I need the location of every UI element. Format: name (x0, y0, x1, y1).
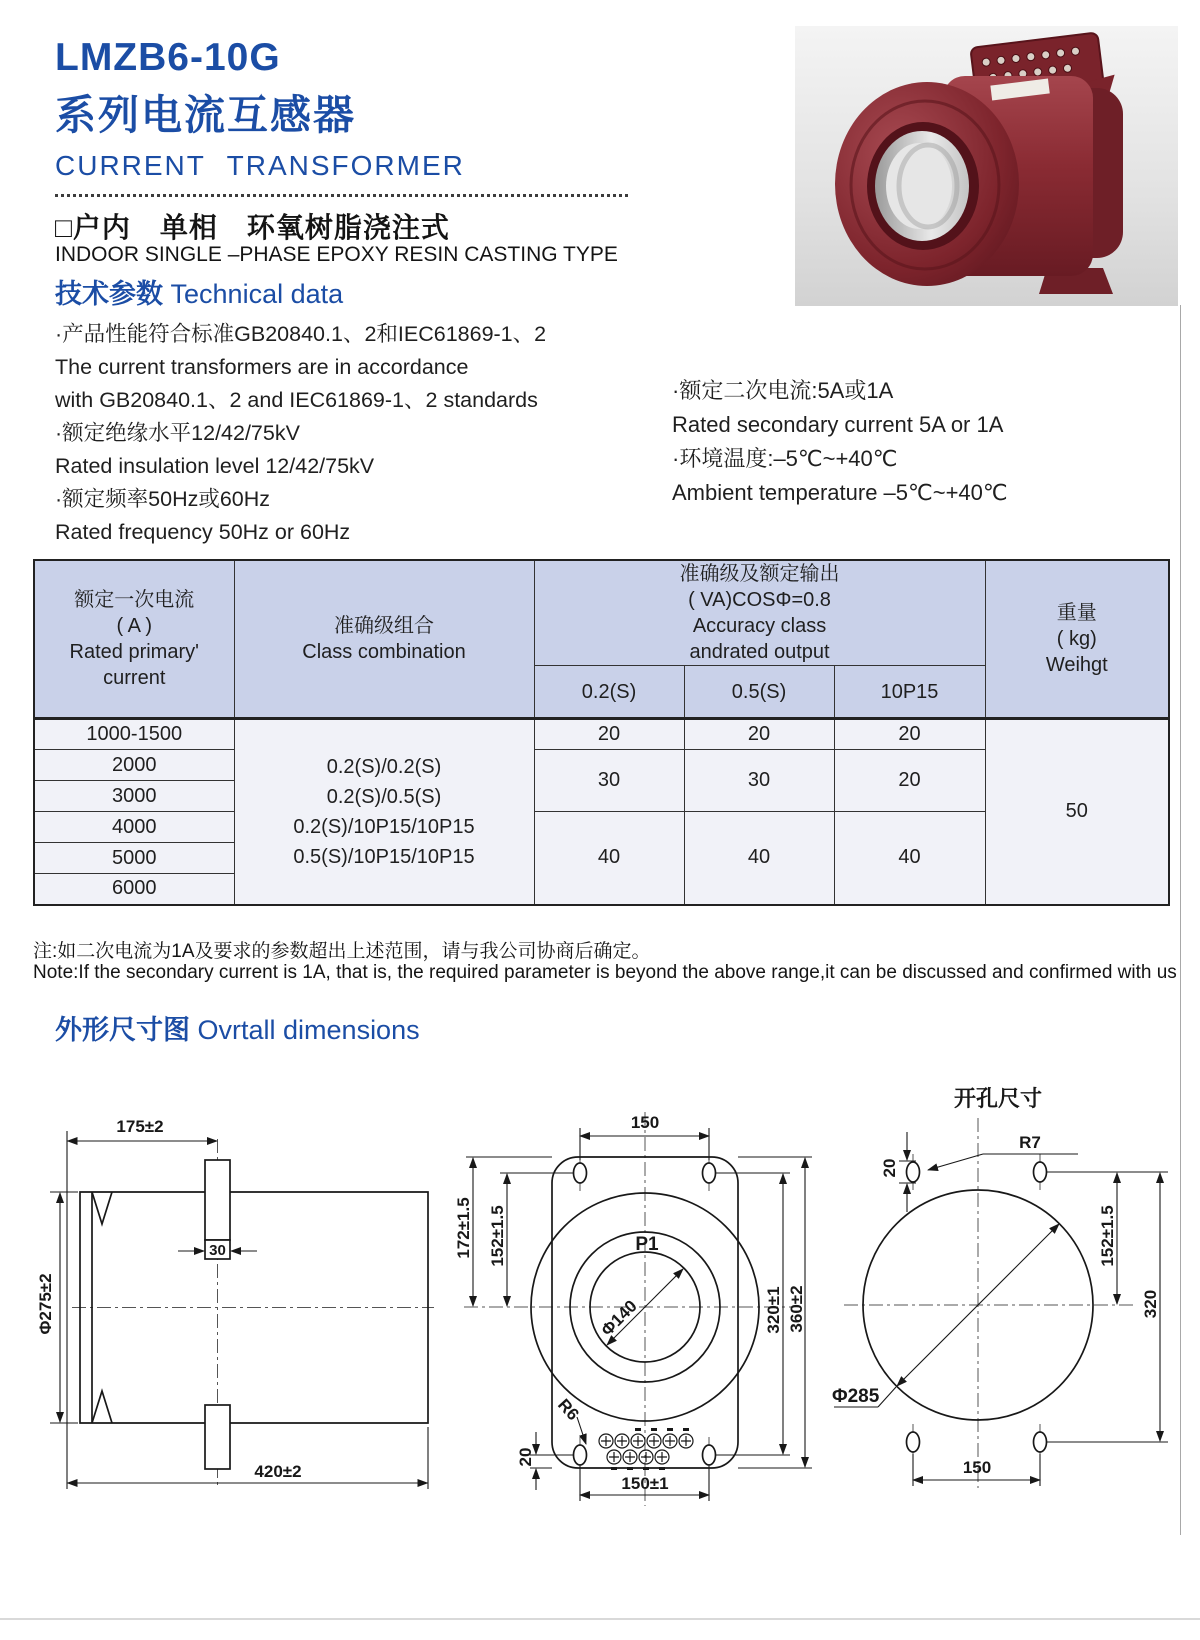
terminal-screws (599, 1428, 693, 1470)
cell-output-10p15: 20 (834, 719, 985, 750)
dimensions-heading-en: Ovrtall dimensions (197, 1015, 420, 1045)
technical-data-heading-cn: 技术参数 (55, 279, 163, 309)
tech-spec-line: Rated secondary current 5A or 1A (672, 412, 1004, 437)
cell-output-05s: 20 (684, 719, 834, 750)
cell-output-05s: 30 (684, 750, 834, 812)
product-title-en: CURRENT TRANSFORMER (55, 150, 465, 181)
side-view-outline (80, 1160, 428, 1469)
table-row (34, 719, 1169, 750)
dim-bar-width: 30 (209, 1242, 226, 1259)
front-view-dimension-lines (466, 1128, 812, 1501)
dim-left-inner: 152±1.5 (488, 1205, 507, 1267)
cell-primary-current: 5000 (34, 843, 234, 874)
cell-primary-current: 6000 (34, 874, 234, 905)
dim-cutout-diameter: Φ285 (832, 1386, 880, 1407)
drawing-front-view (440, 1060, 825, 1510)
type-line-cn: □户内 单相 环氧树脂浇注式 (55, 212, 450, 243)
cell-primary-current: 3000 (34, 781, 234, 812)
cell-primary-current: 4000 (34, 812, 234, 843)
col-header-weight: 重量 ( kg) Weihgt (985, 560, 1169, 719)
dim-hole-spacing-bottom: 150±1 (621, 1474, 669, 1493)
tech-spec-line: with GB20840.1、2 and IEC61869-1、2 standards (55, 388, 538, 412)
cell-output-10p15: 40 (834, 812, 985, 905)
label-p1: P1 (635, 1234, 659, 1255)
subcol-header-05s: 0.5(S) (684, 666, 834, 719)
page-edge-line (1180, 305, 1181, 1535)
tech-spec-line: Ambient temperature –5℃~+40℃ (672, 480, 1008, 505)
dimensions-heading-cn: 外形尺寸图 (55, 1015, 190, 1045)
technical-data-heading (55, 272, 343, 311)
dim-right-inner: 320±1 (764, 1286, 783, 1334)
dim-hole-spacing-bottom: 150 (962, 1458, 992, 1477)
cell-primary-current: 1000-1500 (34, 719, 234, 750)
cutout-title: 开孔尺寸 (953, 1086, 1043, 1111)
page-bottom-edge (0, 1618, 1200, 1620)
dim-overall-length: 420±2 (254, 1462, 302, 1481)
tech-spec-line: ·额定二次电流:5A或1A (672, 378, 894, 403)
tech-spec-line: Rated insulation level 12/42/75kV (55, 454, 375, 478)
tech-specs-left (55, 318, 675, 549)
dim-bore-diameter: Φ140 (597, 1296, 641, 1340)
label-r7: R7 (1019, 1133, 1041, 1152)
dim-body-diameter: Φ275±2 (36, 1273, 55, 1335)
tech-spec-line: ·产品性能符合标准GB20840.1、2和IEC61869-1、2 (55, 322, 547, 346)
tech-specs-right (672, 374, 1182, 510)
cutout-dimension-lines (834, 1132, 1168, 1486)
dotted-divider (55, 182, 628, 197)
tech-spec-line: The current transformers are in accordance (55, 355, 469, 379)
side-view-dimension-lines (50, 1131, 428, 1489)
cell-output-10p15: 20 (834, 750, 985, 812)
ratings-table (33, 559, 1170, 906)
product-series-cn: 系列电流互感器 (55, 92, 356, 138)
label-r6: R6 (554, 1395, 583, 1425)
tech-spec-line: ·额定频率50Hz或60Hz (55, 487, 271, 511)
dimensions-heading (55, 1008, 420, 1047)
tech-spec-line: ·环境温度:–5℃~+40℃ (672, 446, 898, 471)
dim-hole-offset: 20 (880, 1158, 899, 1178)
product-photo (795, 26, 1178, 306)
col-header-class-combination: 准确级组合 Class combination (234, 560, 534, 719)
dim-right-inner: 152±1.5 (1098, 1205, 1117, 1267)
dim-right-outer: 360±2 (787, 1285, 806, 1333)
dim-left-outer: 172±1.5 (454, 1197, 473, 1259)
dim-hole-spacing-top: 150 (630, 1113, 660, 1132)
drawing-cutout-view (820, 1040, 1195, 1500)
cell-class-combination: 0.2(S)/0.2(S) 0.2(S)/0.5(S) 0.2(S)/10P15/10P15 0.5(S)/10P15/10P15 (234, 719, 534, 905)
product-model: LMZB6-10G (55, 36, 281, 79)
subcol-header-10p15: 10P15 (834, 666, 985, 719)
dim-hole-offset: 20 (516, 1447, 535, 1467)
cell-primary-current: 2000 (34, 750, 234, 781)
cell-weight: 50 (985, 719, 1169, 905)
cell-output-02s: 20 (534, 719, 684, 750)
note-en: Note:If the secondary current is 1A, that is, the required parameter is beyond the above range,it can be discussed and confirmed with us (33, 962, 1177, 983)
dim-flange-offset: 175±2 (116, 1117, 164, 1136)
cell-output-02s: 30 (534, 750, 684, 812)
subcol-header-02s: 0.2(S) (534, 666, 684, 719)
cell-output-02s: 40 (534, 812, 684, 905)
dim-right-outer: 320 (1141, 1289, 1160, 1319)
col-header-primary-current: 额定一次电流 ( A ) Rated primary' current (34, 560, 234, 719)
cell-output-05s: 40 (684, 812, 834, 905)
technical-data-heading-en: Technical data (170, 279, 344, 309)
note-cn: 注:如二次电流为1A及要求的参数超出上述范围，请与我公司协商后确定。 (33, 941, 651, 962)
tech-spec-line: Rated frequency 50Hz or 60Hz (55, 520, 351, 544)
tech-spec-line: ·额定绝缘水平12/42/75kV (55, 421, 300, 445)
col-header-accuracy-output: 准确级及额定输出 ( VA)COSΦ=0.8 Accuracy class andrated output (534, 560, 985, 666)
drawing-side-view (30, 1065, 440, 1495)
type-line-en: INDOOR SINGLE –PHASE EPOXY RESIN CASTING TYPE (55, 243, 618, 266)
